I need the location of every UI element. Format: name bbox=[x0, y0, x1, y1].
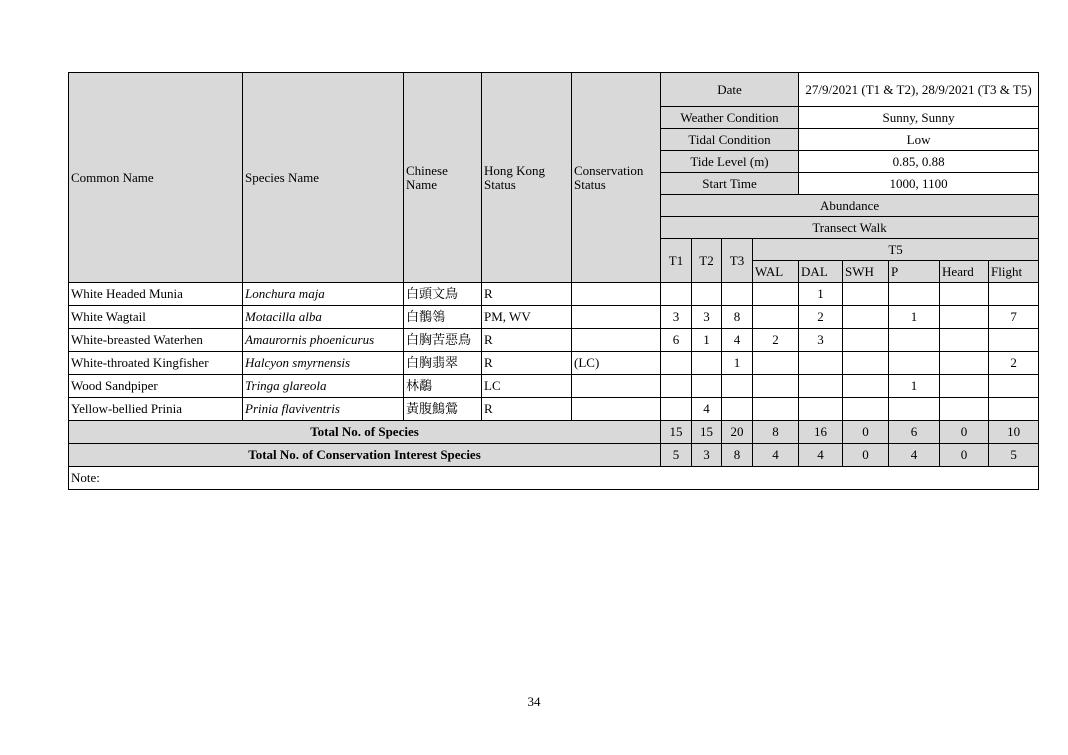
chinese-name-cell: 黃腹鷦鶯 bbox=[404, 398, 482, 421]
header-conservation-status: Conservation Status bbox=[572, 73, 661, 283]
total-species-label: Total No. of Species bbox=[69, 421, 661, 444]
total-t1: 15 bbox=[661, 421, 692, 444]
col-p: P bbox=[889, 261, 940, 283]
p-cell bbox=[889, 398, 940, 421]
col-heard: Heard bbox=[940, 261, 989, 283]
total-wal: 8 bbox=[753, 421, 799, 444]
table-row bbox=[69, 352, 1039, 375]
t1-cell bbox=[661, 352, 692, 375]
col-t2: T2 bbox=[692, 239, 722, 283]
cons-swh: 0 bbox=[843, 444, 889, 467]
wal-cell: 2 bbox=[753, 329, 799, 352]
flight-cell bbox=[989, 283, 1039, 306]
hk-status-cell: R bbox=[482, 329, 572, 352]
note-label: Note: bbox=[69, 467, 1039, 490]
t2-cell bbox=[692, 283, 722, 306]
p-cell bbox=[889, 329, 940, 352]
species-name-cell: Tringa glareola bbox=[243, 375, 404, 398]
total-t2: 15 bbox=[692, 421, 722, 444]
swh-cell bbox=[843, 306, 889, 329]
total-swh: 0 bbox=[843, 421, 889, 444]
cons-heard: 0 bbox=[940, 444, 989, 467]
conservation-status-cell bbox=[572, 306, 661, 329]
heard-cell bbox=[940, 398, 989, 421]
table-row bbox=[69, 375, 1039, 398]
weather-value: Sunny, Sunny bbox=[799, 107, 1039, 129]
start-time-label: Start Time bbox=[661, 173, 799, 195]
tidal-label: Tidal Condition bbox=[661, 129, 799, 151]
common-name-cell: White Headed Munia bbox=[69, 283, 243, 306]
flight-cell bbox=[989, 375, 1039, 398]
cons-p: 4 bbox=[889, 444, 940, 467]
conservation-status-cell bbox=[572, 329, 661, 352]
flight-cell bbox=[989, 398, 1039, 421]
col-dal: DAL bbox=[799, 261, 843, 283]
t2-cell bbox=[692, 375, 722, 398]
heard-cell bbox=[940, 283, 989, 306]
abundance-label: Abundance bbox=[661, 195, 1039, 217]
p-cell: 1 bbox=[889, 375, 940, 398]
swh-cell bbox=[843, 283, 889, 306]
table-row bbox=[69, 329, 1039, 352]
wal-cell bbox=[753, 306, 799, 329]
total-flight: 10 bbox=[989, 421, 1039, 444]
conservation-status-cell: (LC) bbox=[572, 352, 661, 375]
page-number: 34 bbox=[527, 694, 541, 709]
species-name-cell: Halcyon smyrnensis bbox=[243, 352, 404, 375]
common-name-cell: Yellow-bellied Prinia bbox=[69, 398, 243, 421]
tidal-value: Low bbox=[799, 129, 1039, 151]
swh-cell bbox=[843, 352, 889, 375]
bird-survey-table bbox=[68, 72, 1039, 490]
cons-t3: 8 bbox=[722, 444, 753, 467]
chinese-name-cell: 白胸苦惡鳥 bbox=[404, 329, 482, 352]
hk-status-cell: R bbox=[482, 352, 572, 375]
total-conservation-label: Total No. of Conservation Interest Species bbox=[69, 444, 661, 467]
flight-cell: 2 bbox=[989, 352, 1039, 375]
hk-status-cell: PM, WV bbox=[482, 306, 572, 329]
species-name-cell: Motacilla alba bbox=[243, 306, 404, 329]
conservation-status-cell bbox=[572, 375, 661, 398]
common-name-cell: White-breasted Waterhen bbox=[69, 329, 243, 352]
t2-cell: 1 bbox=[692, 329, 722, 352]
t1-cell: 3 bbox=[661, 306, 692, 329]
table-row bbox=[69, 306, 1039, 329]
total-species-row bbox=[69, 421, 1039, 444]
t3-cell bbox=[722, 375, 753, 398]
dal-cell: 3 bbox=[799, 329, 843, 352]
col-t1: T1 bbox=[661, 239, 692, 283]
hk-status-cell: R bbox=[482, 283, 572, 306]
flight-cell: 7 bbox=[989, 306, 1039, 329]
t1-cell bbox=[661, 375, 692, 398]
wal-cell bbox=[753, 283, 799, 306]
total-t3: 20 bbox=[722, 421, 753, 444]
p-cell bbox=[889, 352, 940, 375]
table-row bbox=[69, 398, 1039, 421]
species-name-cell: Amaurornis phoenicurus bbox=[243, 329, 404, 352]
conservation-status-cell bbox=[572, 398, 661, 421]
p-cell: 1 bbox=[889, 306, 940, 329]
dal-cell bbox=[799, 352, 843, 375]
conservation-status-cell bbox=[572, 283, 661, 306]
cons-flight: 5 bbox=[989, 444, 1039, 467]
wal-cell bbox=[753, 398, 799, 421]
wal-cell bbox=[753, 375, 799, 398]
table-row bbox=[69, 283, 1039, 306]
swh-cell bbox=[843, 329, 889, 352]
col-wal: WAL bbox=[753, 261, 799, 283]
heard-cell bbox=[940, 306, 989, 329]
col-flight: Flight bbox=[989, 261, 1039, 283]
dal-cell: 1 bbox=[799, 283, 843, 306]
header-species-name: Species Name bbox=[243, 73, 404, 283]
date-label: Date bbox=[661, 73, 799, 107]
species-name-cell: Lonchura maja bbox=[243, 283, 404, 306]
t3-cell: 4 bbox=[722, 329, 753, 352]
total-dal: 16 bbox=[799, 421, 843, 444]
t3-cell: 8 bbox=[722, 306, 753, 329]
total-p: 6 bbox=[889, 421, 940, 444]
header-hk-status: Hong Kong Status bbox=[482, 73, 572, 283]
heard-cell bbox=[940, 352, 989, 375]
cons-t2: 3 bbox=[692, 444, 722, 467]
swh-cell bbox=[843, 375, 889, 398]
heard-cell bbox=[940, 329, 989, 352]
t1-cell bbox=[661, 283, 692, 306]
flight-cell bbox=[989, 329, 1039, 352]
t2-cell bbox=[692, 352, 722, 375]
common-name-cell: White Wagtail bbox=[69, 306, 243, 329]
t3-cell bbox=[722, 283, 753, 306]
chinese-name-cell: 白頭文鳥 bbox=[404, 283, 482, 306]
note-row bbox=[69, 467, 1039, 490]
tide-level-label: Tide Level (m) bbox=[661, 151, 799, 173]
dal-cell: 2 bbox=[799, 306, 843, 329]
t3-cell: 1 bbox=[722, 352, 753, 375]
common-name-cell: White-throated Kingfisher bbox=[69, 352, 243, 375]
start-time-value: 1000, 1100 bbox=[799, 173, 1039, 195]
heard-cell bbox=[940, 375, 989, 398]
total-conservation-row bbox=[69, 444, 1039, 467]
cons-dal: 4 bbox=[799, 444, 843, 467]
species-name-cell: Prinia flaviventris bbox=[243, 398, 404, 421]
col-swh: SWH bbox=[843, 261, 889, 283]
col-t3: T3 bbox=[722, 239, 753, 283]
header-chinese-name: Chinese Name bbox=[404, 73, 482, 283]
tide-level-value: 0.85, 0.88 bbox=[799, 151, 1039, 173]
t1-cell: 6 bbox=[661, 329, 692, 352]
common-name-cell: Wood Sandpiper bbox=[69, 375, 243, 398]
total-heard: 0 bbox=[940, 421, 989, 444]
chinese-name-cell: 白鶺鴒 bbox=[404, 306, 482, 329]
t3-cell bbox=[722, 398, 753, 421]
col-t5: T5 bbox=[753, 239, 1039, 261]
p-cell bbox=[889, 283, 940, 306]
t2-cell: 3 bbox=[692, 306, 722, 329]
chinese-name-cell: 白胸翡翠 bbox=[404, 352, 482, 375]
dal-cell bbox=[799, 398, 843, 421]
date-value: 27/9/2021 (T1 & T2), 28/9/2021 (T3 & T5) bbox=[799, 73, 1039, 107]
t2-cell: 4 bbox=[692, 398, 722, 421]
hk-status-cell: R bbox=[482, 398, 572, 421]
swh-cell bbox=[843, 398, 889, 421]
header-common-name: Common Name bbox=[69, 73, 243, 283]
chinese-name-cell: 林鷸 bbox=[404, 375, 482, 398]
dal-cell bbox=[799, 375, 843, 398]
wal-cell bbox=[753, 352, 799, 375]
cons-wal: 4 bbox=[753, 444, 799, 467]
t1-cell bbox=[661, 398, 692, 421]
hk-status-cell: LC bbox=[482, 375, 572, 398]
cons-t1: 5 bbox=[661, 444, 692, 467]
weather-label: Weather Condition bbox=[661, 107, 799, 129]
transect-walk-label: Transect Walk bbox=[661, 217, 1039, 239]
